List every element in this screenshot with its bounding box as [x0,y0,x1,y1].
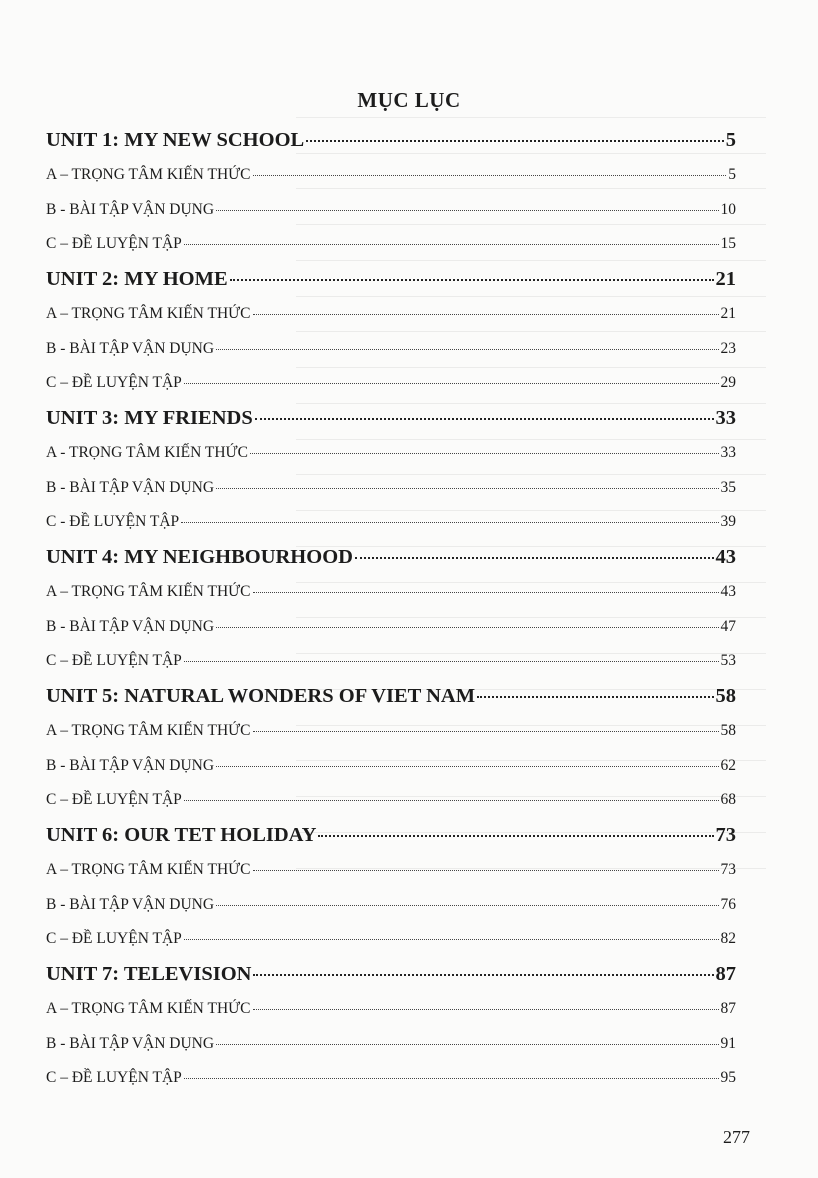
toc-entry-label: B - BÀI TẬP VẬN DỤNG [46,1034,215,1052]
toc-entry-label: A – TRỌNG TÂM KIẾN THỨC [46,304,251,322]
dot-leader [253,870,719,871]
dot-leader [184,244,719,245]
toc-sub-entry[interactable] [46,227,736,262]
dot-leader [253,314,719,315]
toc-sub-entry[interactable] [46,471,736,506]
toc-entry-page: 62 [720,756,736,774]
toc-entry-label: C – ĐỀ LUYỆN TẬP [46,652,182,670]
dot-leader [216,488,718,489]
page-title: MỤC LỤC [357,88,461,112]
dot-leader [216,210,718,211]
toc-entry-page: 76 [720,895,736,913]
dot-leader [250,453,719,454]
toc-entry-page: 73 [720,860,736,878]
toc-entry-page: 43 [715,546,736,568]
toc-sub-entry[interactable] [46,749,736,784]
toc-entry-page: 35 [720,478,736,496]
toc-entry-label: UNIT 5: NATURAL WONDERS OF VIET NAM [46,685,476,707]
toc-entry-label: B - BÀI TẬP VẬN DỤNG [46,895,215,913]
toc-entry-page: 39 [720,513,736,531]
toc-sub-entry[interactable] [46,366,736,401]
toc-entry-page: 33 [715,407,736,429]
toc-entry-label: B - BÀI TẬP VẬN DỤNG [46,756,215,774]
dot-leader [216,905,718,906]
toc-entry-page: 58 [720,721,736,739]
toc-sub-entry[interactable] [46,644,736,679]
dot-leader [355,557,714,559]
toc-sub-entry[interactable] [46,193,736,228]
dot-leader [253,1009,719,1010]
toc-entry-page: 10 [720,200,736,218]
toc-entry-page: 5 [725,129,736,151]
toc-sub-entry[interactable] [46,714,736,749]
toc-sub-entry[interactable] [46,853,736,888]
dot-leader [318,835,713,837]
toc-entry-page: 23 [720,339,736,357]
page-number: 277 [723,1127,750,1147]
dot-leader [253,175,727,176]
toc-sub-entry[interactable] [46,297,736,332]
toc-entry-page: 87 [720,999,736,1017]
toc-entry-page: 95 [720,1069,736,1087]
toc-entry-label: A – TRỌNG TÂM KIẾN THỨC [46,165,251,183]
toc-sub-entry[interactable] [46,575,736,610]
toc-sub-entry[interactable] [46,888,736,923]
dot-leader [184,939,719,940]
toc-unit-entry[interactable] [46,818,736,853]
dot-leader [253,731,719,732]
dot-leader [216,349,718,350]
toc-entry-label: C – ĐỀ LUYỆN TẬP [46,930,182,948]
toc-entry-page: 29 [720,374,736,392]
toc-entry-label: UNIT 2: MY HOME [46,268,228,290]
toc-sub-entry[interactable] [46,1027,736,1062]
toc-sub-entry[interactable] [46,992,736,1027]
toc-sub-entry[interactable] [46,332,736,367]
toc-entry-page: 91 [720,1034,736,1052]
dot-leader [306,140,724,142]
toc-sub-entry[interactable] [46,783,736,818]
dot-leader [216,766,718,767]
toc-entry-label: UNIT 4: MY NEIGHBOURHOOD [46,546,353,568]
toc-entry-page: 87 [715,963,736,985]
toc-entry-label: A – TRỌNG TÂM KIẾN THỨC [46,999,251,1017]
toc-sub-entry[interactable] [46,922,736,957]
toc-entry-label: A – TRỌNG TÂM KIẾN THỨC [46,860,251,878]
toc-entry-page: 47 [720,617,736,635]
toc-entry-page: 68 [720,791,736,809]
toc-entry-label: A - TRỌNG TÂM KIẾN THỨC [46,443,248,461]
toc-sub-entry[interactable] [46,436,736,471]
toc-unit-entry[interactable] [46,679,736,714]
dot-leader [230,279,714,281]
toc-entry-label: B - BÀI TẬP VẬN DỤNG [46,339,215,357]
toc-entry-page: 15 [720,235,736,253]
toc-unit-entry[interactable] [46,957,736,992]
table-of-contents [46,123,736,1096]
toc-entry-page: 73 [715,824,736,846]
toc-sub-entry[interactable] [46,1061,736,1096]
dot-leader [255,418,714,420]
dot-leader [184,1078,719,1079]
toc-entry-label: C – ĐỀ LUYỆN TẬP [46,235,182,253]
toc-sub-entry[interactable] [46,610,736,645]
dot-leader [184,661,719,662]
toc-entry-label: UNIT 7: TELEVISION [46,963,252,985]
toc-unit-entry[interactable] [46,123,736,158]
toc-entry-label: C - ĐỀ LUYỆN TẬP [46,513,180,531]
toc-entry-label: C – ĐỀ LUYỆN TẬP [46,1069,182,1087]
toc-entry-label: UNIT 1: MY NEW SCHOOL [46,129,305,151]
toc-entry-page: 82 [720,930,736,948]
toc-entry-page: 21 [720,304,736,322]
toc-unit-entry[interactable] [46,262,736,297]
dot-leader [477,696,713,698]
toc-entry-page: 21 [715,268,736,290]
toc-entry-label: A – TRỌNG TÂM KIẾN THỨC [46,721,251,739]
toc-entry-page: 53 [720,652,736,670]
toc-entry-label: B - BÀI TẬP VẬN DỤNG [46,200,215,218]
dot-leader [181,522,718,523]
dot-leader [253,592,719,593]
toc-entry-label: A – TRỌNG TÂM KIẾN THỨC [46,582,251,600]
toc-unit-entry[interactable] [46,540,736,575]
toc-sub-entry[interactable] [46,505,736,540]
dot-leader [216,1044,718,1045]
toc-sub-entry[interactable] [46,158,736,193]
toc-entry-label: UNIT 3: MY FRIENDS [46,407,253,429]
dot-leader [184,800,719,801]
toc-entry-page: 33 [720,443,736,461]
toc-entry-page: 58 [715,685,736,707]
toc-entry-label: C – ĐỀ LUYỆN TẬP [46,791,182,809]
dot-leader [184,383,719,384]
toc-entry-page: 5 [728,165,736,183]
toc-entry-page: 43 [720,582,736,600]
toc-entry-label: C – ĐỀ LUYỆN TẬP [46,374,182,392]
dot-leader [216,627,718,628]
toc-entry-label: B - BÀI TẬP VẬN DỤNG [46,617,215,635]
toc-entry-label: B - BÀI TẬP VẬN DỤNG [46,478,215,496]
dot-leader [253,974,713,976]
toc-unit-entry[interactable] [46,401,736,436]
toc-entry-label: UNIT 6: OUR TET HOLIDAY [46,824,317,846]
